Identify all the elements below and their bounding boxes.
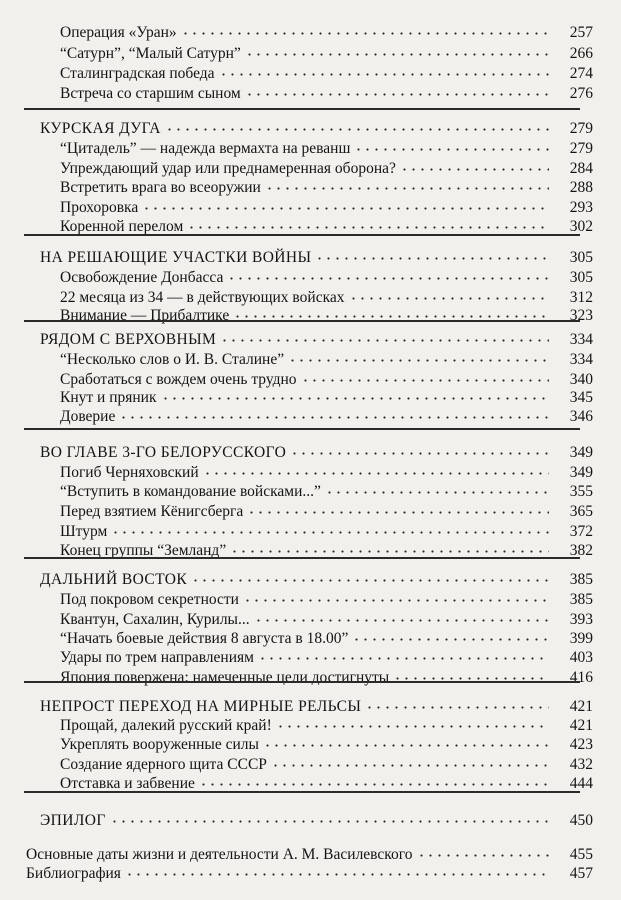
page-number: 450 <box>569 812 593 829</box>
entry-title: Упреждающий удар или преднамеренная оборона? <box>60 160 396 177</box>
entry-title: “Сатурн”, “Малый Сатурн” <box>60 45 241 62</box>
toc-entry <box>0 41 621 63</box>
section-heading <box>0 440 621 462</box>
section-heading <box>0 116 621 138</box>
section-divider <box>24 234 580 236</box>
dot-leader <box>230 546 549 556</box>
toc-entry <box>0 587 621 609</box>
section-title: КУРСКАЯ ДУГА <box>40 120 161 137</box>
entry-title: Укреплять вооруженные силы <box>60 736 259 753</box>
entry-title: “Вступить в командование войсками...” <box>60 483 321 500</box>
entry-title: Коренной перелом <box>60 218 184 235</box>
page-number: 305 <box>569 269 593 286</box>
entry-title: Операция «Уран» <box>60 24 177 41</box>
entry-title: Основные даты жизни и деятельности А. М. Василевского <box>26 846 413 863</box>
dot-leader <box>349 293 550 303</box>
dot-leader <box>258 653 549 663</box>
dot-leader <box>265 183 549 193</box>
dot-leader <box>290 448 549 458</box>
toc-entry <box>0 20 621 42</box>
dot-leader <box>288 355 549 365</box>
entry-title: Штурм <box>60 523 108 540</box>
dot-leader <box>165 124 549 134</box>
dot-leader <box>325 487 549 497</box>
section-heading <box>0 245 621 267</box>
dot-leader <box>400 164 549 174</box>
dot-leader <box>187 222 549 232</box>
page-number: 323 <box>569 307 593 324</box>
page-number: 279 <box>569 120 593 137</box>
page-number: 302 <box>569 218 593 235</box>
dot-leader <box>110 816 549 826</box>
dot-leader <box>227 273 549 283</box>
dot-leader <box>254 615 549 625</box>
page-number: 266 <box>569 45 593 62</box>
dot-leader <box>365 702 549 712</box>
section-divider <box>24 791 580 793</box>
toc-entry <box>0 136 621 158</box>
toc-entry <box>0 214 621 236</box>
dot-leader <box>219 69 549 79</box>
page-number: 372 <box>569 523 593 540</box>
page-number: 340 <box>569 371 593 388</box>
page-number: 355 <box>569 483 593 500</box>
toc-entry <box>0 499 621 521</box>
toc-entry <box>0 771 621 793</box>
dot-leader <box>111 527 549 537</box>
toc-entry <box>0 665 621 687</box>
page-number: 334 <box>569 351 593 368</box>
dot-leader <box>354 144 549 154</box>
page-number: 444 <box>569 775 593 792</box>
section-title: ЭПИЛОГ <box>40 812 106 829</box>
entry-title: Создание ядерного щита СССР <box>60 756 267 773</box>
dot-leader <box>245 89 549 99</box>
page-number: 421 <box>569 698 593 715</box>
dot-leader <box>161 393 550 403</box>
page-number: 421 <box>569 717 593 734</box>
section-title: НА РЕШАЮЩИЕ УЧАСТКИ ВОЙНЫ <box>40 249 312 266</box>
entry-title: Внимание — Прибалтике <box>60 307 230 324</box>
entry-title: Конец группы “Земланд” <box>60 542 227 559</box>
entry-title: Квантун, Сахалин, Курилы... <box>60 611 250 628</box>
entry-title: Сталинградская победа <box>60 65 215 82</box>
dot-leader <box>220 335 549 345</box>
entry-title: Доверие <box>60 408 116 425</box>
section-divider <box>24 428 580 430</box>
page-number: 284 <box>569 160 593 177</box>
section-divider <box>24 320 580 322</box>
section-title: ВО ГЛАВЕ 3-ГО БЕЛОРУССКОГО <box>40 444 287 461</box>
page-number: 385 <box>569 571 593 588</box>
toc-entry <box>0 732 621 754</box>
dot-leader <box>199 779 549 789</box>
page-number: 349 <box>569 444 593 461</box>
entry-title: Встретить врага во всеоружии <box>60 179 261 196</box>
entry-title: Отставка и забвение <box>60 775 195 792</box>
dot-leader <box>243 595 549 605</box>
toc-entry <box>0 81 621 103</box>
dot-leader <box>119 412 549 422</box>
entry-title: Прощай, далекий русский край! <box>60 717 272 734</box>
entry-title: Библиография <box>26 865 121 882</box>
page-number: 385 <box>569 591 593 608</box>
section-title: НЕПРОСТ ПЕРЕХОД НА МИРНЫЕ РЕЛЬСЫ <box>40 698 362 715</box>
dot-leader <box>417 850 549 860</box>
toc-entry <box>0 265 621 287</box>
page-number: 279 <box>569 140 593 157</box>
section-heading <box>0 567 621 589</box>
toc-entry <box>0 645 621 667</box>
page-number: 288 <box>569 179 593 196</box>
dot-leader <box>276 721 549 731</box>
page-number: 457 <box>569 865 593 882</box>
toc-entry <box>0 861 621 883</box>
entry-title: “Несколько слов о И. В. Сталине” <box>60 351 285 368</box>
page-number: 416 <box>569 669 593 686</box>
entry-title: Под покровом секретности <box>60 591 239 608</box>
entry-title: Кнут и пряник <box>60 389 157 406</box>
page-number: 365 <box>569 503 593 520</box>
dot-leader <box>301 375 549 385</box>
dot-leader <box>352 634 549 644</box>
page-number: 276 <box>569 85 593 102</box>
dot-leader <box>181 28 549 38</box>
dot-leader <box>125 869 549 879</box>
page-number: 393 <box>569 611 593 628</box>
dot-leader <box>203 468 549 478</box>
page-number: 305 <box>569 249 593 266</box>
dot-leader <box>142 203 549 213</box>
entry-title: Япония повержена: намеченные цели достигнуты <box>60 669 390 686</box>
section-title: РЯДОМ С ВЕРХОВНЫМ <box>40 331 217 348</box>
entry-title: Перед взятием Кёнигсберга <box>60 503 244 520</box>
entry-title: Освобождение Донбасса <box>60 269 224 286</box>
entry-title: 22 месяца из 34 — в действующих войсках <box>60 289 345 306</box>
page-number: 257 <box>569 24 593 41</box>
entry-title: Встреча со старшим сыном <box>60 85 241 102</box>
page-number: 274 <box>569 65 593 82</box>
page-number: 334 <box>569 331 593 348</box>
section-title: ДАЛЬНИЙ ВОСТОК <box>40 571 188 588</box>
entry-title: “Начать боевые действия 8 августа в 18.00” <box>60 630 349 647</box>
toc-entry <box>0 479 621 501</box>
dot-leader <box>263 740 549 750</box>
section-divider <box>24 681 580 683</box>
page-number: 432 <box>569 756 593 773</box>
dot-leader <box>245 49 549 59</box>
dot-leader <box>315 253 549 263</box>
section-divider <box>24 108 580 110</box>
page-number: 312 <box>569 289 593 306</box>
entry-title: Прохоровка <box>60 199 139 216</box>
entry-title: Удары по трем направлениям <box>60 649 254 666</box>
toc-entry <box>0 404 621 426</box>
page-number: 293 <box>569 199 593 216</box>
entry-title: Погиб Черняховский <box>60 464 199 481</box>
section-divider <box>24 557 580 559</box>
page-number: 423 <box>569 736 593 753</box>
dot-leader <box>271 760 549 770</box>
page-number: 399 <box>569 630 593 647</box>
page-number: 455 <box>569 846 593 863</box>
page-number: 403 <box>569 649 593 666</box>
toc-entry <box>0 347 621 369</box>
entry-title: “Цитадель” — надежда вермахта на реванш <box>60 140 351 157</box>
page-number: 346 <box>569 408 593 425</box>
section-heading <box>0 327 621 349</box>
dot-leader <box>247 507 549 517</box>
toc-entry <box>0 175 621 197</box>
page-number: 349 <box>569 464 593 481</box>
entry-title: Сработаться с вождем очень трудно <box>60 371 297 388</box>
section-heading <box>0 808 621 830</box>
dot-leader <box>191 575 549 585</box>
page-number: 345 <box>569 389 593 406</box>
page-number: 382 <box>569 542 593 559</box>
toc-entry <box>0 61 621 83</box>
